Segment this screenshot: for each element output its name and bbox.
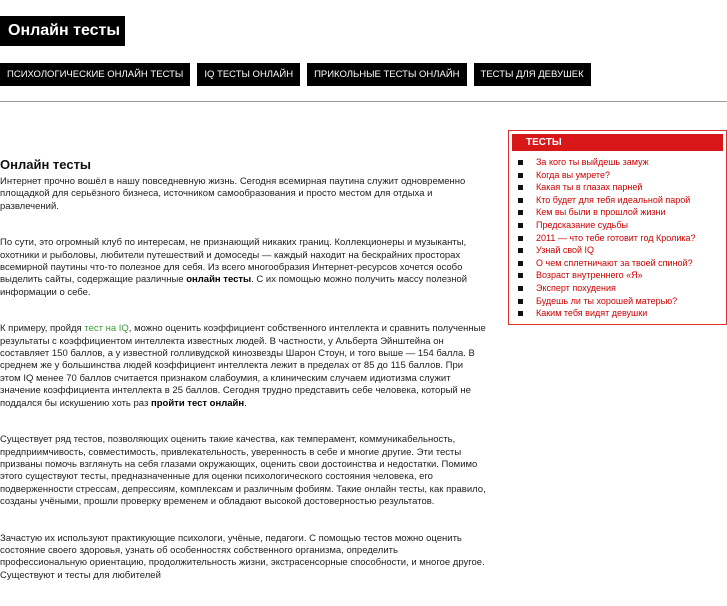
article-paragraph-3 (0, 323, 486, 410)
sidebar-link[interactable]: Каким тебя видят девушки (536, 308, 648, 319)
bullet-icon (518, 185, 523, 190)
nav-item-tests-for-girls[interactable]: ТЕСТЫ ДЛЯ ДЕВУШЕК (474, 63, 591, 86)
bullet-icon (518, 198, 523, 203)
bullet-icon (518, 273, 523, 278)
site-logo[interactable] (0, 16, 125, 46)
sidebar-link[interactable]: 2011 — что тебе готовит год Кролика? (536, 232, 696, 243)
sidebar-tests (508, 130, 727, 325)
sidebar-link[interactable]: Кем вы были в прошлой жизни (536, 207, 666, 218)
paragraph-text: По сути, это огромный клуб по интересам, не признающий никаких границ. Коллекционеры и музыканты, охотники и рыболовы, любители путешествий и домоседы — каждый находит на бескрайних просторах всемирной паутины что-то полезное для себя. Из всего многообразия Интернет-ресурсов хочется особо выделить сайты, содержащие различные (0, 237, 467, 286)
take-test-online-link[interactable]: пройти тест онлайн (150, 397, 245, 409)
bullet-icon (518, 311, 523, 316)
paragraph-text: . С их помощью можно получить массу полезной информации о себе. (0, 274, 468, 298)
sidebar-link[interactable]: Какая ты в глазах парней (536, 182, 643, 193)
article-heading: Онлайн тесты (0, 157, 92, 172)
sidebar-item (518, 206, 726, 219)
paragraph-text: К примеру, пройдя (0, 323, 85, 335)
sidebar-item (518, 219, 726, 232)
iq-test-link[interactable]: тест на IQ (84, 323, 129, 335)
sidebar-item (518, 181, 726, 194)
sidebar-link[interactable]: Эксперт похудения (536, 282, 616, 293)
main-nav (0, 63, 598, 86)
paragraph-text: , можно оценить коэффициент собственного интеллекта и сравнить полученные результаты с коэффициентом интеллекта известных людей. В частности, у Альберта Эйнштейна он составляет 150 баллов, а у известной голливудской кинозвезды Шарон Стоун, и того выше — 154 балла. В среднем же у большинства людей коэффициент интеллекта лежит в пределах от 85 до 115 баллов. При этом IQ менее 70 баллов считается признаком слабоумия, а клиническим случаем идиотизма служит значение коэффициента интеллекта в 25 баллов. Сегодня трудно представить себе человека, который не поддался бы искушению хоть раз (0, 323, 486, 409)
article (0, 157, 486, 606)
bold-term-online-tests: онлайн тесты (186, 274, 252, 286)
sidebar-item (518, 257, 726, 270)
bullet-icon (518, 261, 523, 266)
bullet-icon (518, 223, 523, 228)
bullet-icon (518, 236, 523, 241)
sidebar-item (518, 244, 726, 257)
sidebar-link[interactable]: Когда вы умрете? (536, 169, 610, 180)
nav-item-iq-tests[interactable]: IQ ТЕСТЫ ОНЛАЙН (197, 63, 300, 86)
bullet-icon (518, 286, 523, 291)
sidebar-item (518, 282, 726, 295)
nav-item-funny-tests[interactable]: ПРИКОЛЬНЫЕ ТЕСТЫ ОНЛАЙН (307, 63, 466, 86)
sidebar-link[interactable]: Возраст внутреннего «Я» (536, 270, 643, 281)
site-title: Онлайн тесты (8, 22, 121, 39)
nav-item-psychological-tests[interactable]: ПСИХОЛОГИЧЕСКИЕ ОНЛАЙН ТЕСТЫ (0, 63, 190, 86)
sidebar-item (518, 169, 726, 182)
bullet-icon (518, 210, 523, 215)
sidebar-link[interactable]: За кого ты выйдешь замуж (536, 157, 649, 167)
sidebar-item (518, 194, 726, 207)
sidebar-link[interactable]: Будешь ли ты хорошей матерью? (536, 295, 678, 306)
sidebar-item (518, 156, 726, 169)
sidebar-item (518, 232, 726, 245)
article-paragraph-2 (0, 237, 486, 299)
sidebar-link[interactable]: Предсказание судьбы (536, 219, 628, 230)
sidebar-link[interactable]: О чем сплетничают за твоей спиной? (536, 257, 693, 268)
header-divider (0, 101, 727, 102)
sidebar-link[interactable]: Кто будет для тебя идеальной парой (536, 194, 691, 205)
bullet-icon (518, 248, 523, 253)
article-paragraph-1: Интернет прочно вошёл в нашу повседневную жизнь. Сегодня всемирная паутина служит одновременно площадкой для серьёзного бизнеса, источником самообразования и просто местом для отдыха и развлечений. (0, 176, 466, 212)
sidebar-link[interactable]: Узнай свой IQ (536, 245, 595, 256)
sidebar-item (518, 307, 726, 320)
sidebar-item (518, 269, 726, 282)
sidebar-heading: ТЕСТЫ (512, 134, 723, 151)
article-paragraph-4: Существует ряд тестов, позволяющих оценить такие качества, как темперамент, коммуникабельность, предприимчивость, совместимость, привлекательность, уверенность в себе и многие другие. Эти тесты призваны помочь взглянуть на себя глазами окружающих, оценить свои достоинства и недостатки. Помимо этого существуют тесты, предназначенные для оценки психологического состояния человека, его подверженности стрессам, депрессиям, комплексам и различным фобиям. Такие онлайн тесты, как правило, созданы учёными, прошли проверку временем и обладают высокой достоверностью результатов. (0, 434, 486, 508)
bullet-icon (518, 160, 523, 165)
bullet-icon (518, 299, 523, 304)
bullet-icon (518, 173, 523, 178)
paragraph-text: . (244, 397, 247, 409)
article-paragraph-5: Зачастую их используют практикующие психологи, учёные, педагоги. С помощью тестов можно оценить состояние своего здоровья, узнать об особенностях собственного организма, определить профессиональную ориентацию, продолжительность жизни, экстрасенсорные способности, и многое другое. Существуют и тесты для любителей (0, 532, 485, 581)
sidebar-list (509, 156, 726, 320)
sidebar-item (518, 295, 726, 308)
